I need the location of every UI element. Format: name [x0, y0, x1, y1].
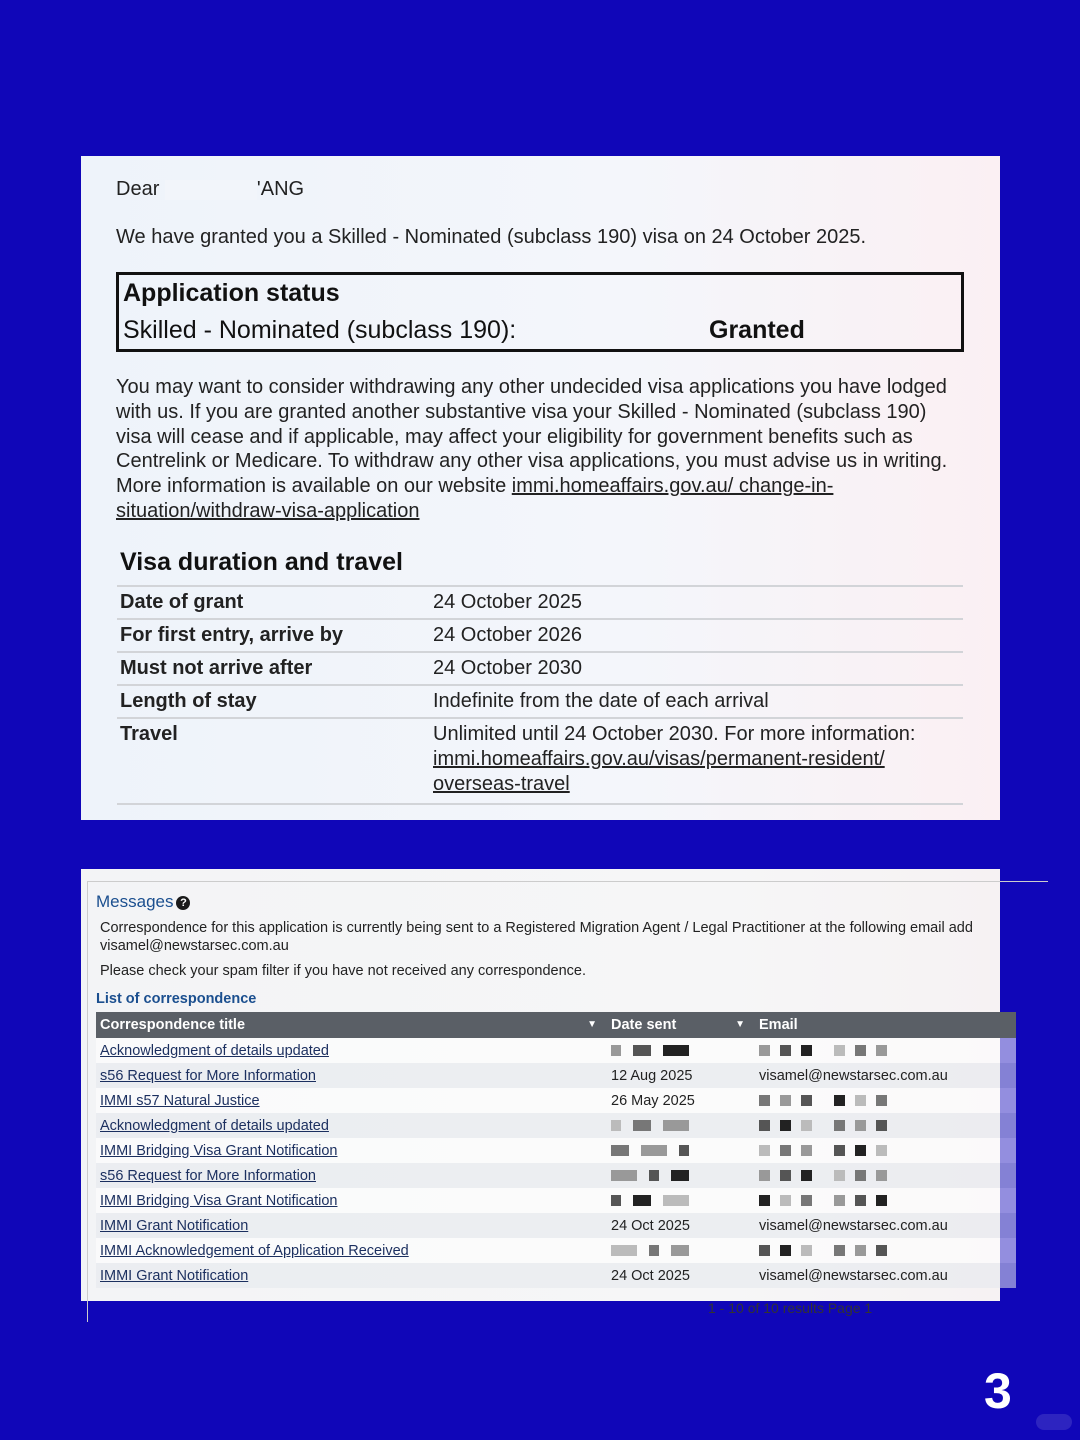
email-cell	[755, 1038, 1016, 1063]
correspondence-title-cell	[96, 1088, 607, 1113]
status-visa: Skilled - Nominated (subclass 190):	[123, 316, 517, 344]
table-row	[96, 1113, 1016, 1138]
duration-row	[117, 685, 963, 718]
duration-value: Unlimited until 24 October 2030. For more information: immi.homeaffairs.gov.au/visas/permanent-resident/ overseas-travel	[430, 718, 963, 804]
redacted-block	[641, 1145, 667, 1156]
duration-value: 24 October 2026	[430, 619, 963, 652]
messages-title: Messages ?	[96, 892, 190, 912]
redacted-block	[876, 1195, 887, 1206]
redacted-block	[834, 1045, 845, 1056]
correspondence-title-cell	[96, 1113, 607, 1138]
date-cell: 24 Oct 2025	[607, 1263, 755, 1288]
correspondence-link[interactable]: IMMI Bridging Visa Grant Notification	[100, 1192, 338, 1209]
correspondence-title-cell	[96, 1263, 607, 1288]
correspondence-title-cell	[96, 1238, 607, 1263]
redacted-block	[801, 1045, 812, 1056]
email-cell: visamel@newstarsec.com.au	[755, 1213, 1016, 1238]
correspondence-title-cell	[96, 1188, 607, 1213]
correspondence-title-cell	[96, 1063, 607, 1088]
correspondence-link[interactable]: s56 Request for More Information	[100, 1167, 316, 1184]
redacted-block	[759, 1170, 770, 1181]
table-row	[96, 1038, 1016, 1063]
redacted-block	[759, 1245, 770, 1256]
date-cell: 12 Aug 2025	[607, 1063, 755, 1088]
redacted-block	[834, 1095, 845, 1106]
correspondence-link[interactable]: IMMI Acknowledgement of Application Received	[100, 1242, 409, 1259]
redacted-block	[834, 1120, 845, 1131]
correspondence-link[interactable]: IMMI Bridging Visa Grant Notification	[100, 1142, 338, 1159]
redacted-block	[671, 1245, 689, 1256]
redacted-block	[834, 1145, 845, 1156]
salutation: Dear 'ANG	[116, 178, 305, 200]
redacted-block	[633, 1045, 651, 1056]
redacted-block	[876, 1245, 887, 1256]
duration-row	[117, 586, 963, 619]
redacted-block	[780, 1120, 791, 1131]
grant-letter	[81, 156, 1000, 820]
correspondence-link[interactable]: s56 Request for More Information	[100, 1067, 316, 1084]
duration-row	[117, 718, 963, 804]
redacted-block	[611, 1120, 621, 1131]
redacted-block	[801, 1145, 812, 1156]
correspondence-link[interactable]: IMMI Grant Notification	[100, 1267, 249, 1284]
email-cell	[755, 1188, 1016, 1213]
redacted-name	[165, 180, 257, 200]
correspondence-link[interactable]: IMMI Grant Notification	[100, 1217, 249, 1234]
sort-down-icon[interactable]: ▼	[587, 1019, 597, 1030]
correspondence-notice: Correspondence for this application is currently being sent to a Registered Migration Agent / Legal Practitioner at the following email add	[100, 920, 973, 936]
column-date[interactable]: Date sent ▼	[607, 1012, 755, 1038]
pagination: 1 - 10 of 10 results Page 1	[708, 1300, 873, 1316]
table-row	[96, 1263, 1016, 1288]
correspondence-link[interactable]: IMMI s57 Natural Justice	[100, 1092, 260, 1109]
withdraw-link[interactable]: immi.homeaffairs.gov.au/ change-in-situation/withdraw-visa-application	[116, 475, 834, 522]
date-cell: 26 May 2025	[607, 1088, 755, 1113]
email-cell	[755, 1088, 1016, 1113]
redacted-block	[834, 1170, 845, 1181]
redacted-block	[876, 1095, 887, 1106]
redacted-block	[663, 1195, 689, 1206]
email-cell: visamel@newstarsec.com.au	[755, 1263, 1016, 1288]
duration-value: 24 October 2030	[430, 652, 963, 685]
list-title: List of correspondence	[96, 991, 257, 1007]
redacted-block	[855, 1170, 866, 1181]
date-cell	[607, 1113, 755, 1138]
duration-title: Visa duration and travel	[120, 548, 403, 576]
date-cell: 24 Oct 2025	[607, 1213, 755, 1238]
redacted-block	[759, 1095, 770, 1106]
table-row	[96, 1213, 1016, 1238]
status-title: Application status	[123, 279, 340, 307]
messages-panel	[81, 869, 1000, 1316]
spam-notice: Please check your spam filter if you have not received any correspondence.	[100, 963, 587, 979]
duration-label: Date of grant	[117, 586, 430, 619]
redacted-block	[834, 1245, 845, 1256]
redacted-block	[801, 1170, 812, 1181]
grant-sentence: We have granted you a Skilled - Nominated (subclass 190) visa on 24 October 2025.	[116, 226, 867, 248]
date-cell	[607, 1138, 755, 1163]
redacted-block	[855, 1095, 866, 1106]
email-cell	[755, 1113, 1016, 1138]
date-cell	[607, 1238, 755, 1263]
redacted-block	[663, 1045, 689, 1056]
redacted-block	[759, 1195, 770, 1206]
correspondence-title-cell	[96, 1213, 607, 1238]
question-circle-icon[interactable]: ?	[176, 896, 190, 910]
redacted-block	[834, 1195, 845, 1206]
duration-row	[117, 652, 963, 685]
redacted-block	[876, 1120, 887, 1131]
redacted-block	[876, 1145, 887, 1156]
redacted-block	[801, 1095, 812, 1106]
redacted-block	[759, 1145, 770, 1156]
redacted-block	[801, 1245, 812, 1256]
redacted-block	[876, 1045, 887, 1056]
redacted-block	[780, 1195, 791, 1206]
duration-table	[117, 585, 963, 805]
page-number: 3	[984, 1363, 1012, 1419]
watermark-logo	[1036, 1414, 1072, 1430]
travel-info-link[interactable]: immi.homeaffairs.gov.au/visas/permanent-resident/ overseas-travel	[433, 748, 885, 795]
duration-label: For first entry, arrive by	[117, 619, 430, 652]
redacted-block	[855, 1245, 866, 1256]
date-cell	[607, 1163, 755, 1188]
duration-label: Travel	[117, 718, 430, 804]
table-row	[96, 1138, 1016, 1163]
redacted-block	[801, 1120, 812, 1131]
table-row	[96, 1163, 1016, 1188]
column-title[interactable]: Correspondence title ▼	[96, 1012, 607, 1038]
redacted-block	[759, 1045, 770, 1056]
redacted-block	[855, 1145, 866, 1156]
table-row	[96, 1188, 1016, 1213]
redacted-block	[611, 1195, 621, 1206]
redacted-block	[679, 1145, 689, 1156]
correspondence-link[interactable]: Acknowledgment of details updated	[100, 1042, 329, 1059]
duration-value: Indefinite from the date of each arrival	[430, 685, 963, 718]
duration-label: Must not arrive after	[117, 652, 430, 685]
duration-value: 24 October 2025	[430, 586, 963, 619]
agent-email: visamel@newstarsec.com.au	[100, 938, 289, 954]
correspondence-title-cell	[96, 1163, 607, 1188]
email-cell	[755, 1138, 1016, 1163]
redacted-block	[780, 1245, 791, 1256]
redacted-block	[611, 1245, 637, 1256]
redacted-block	[649, 1245, 659, 1256]
redacted-block	[671, 1170, 689, 1181]
redacted-block	[855, 1120, 866, 1131]
table-row	[96, 1238, 1016, 1263]
application-status-box	[116, 272, 964, 352]
redacted-block	[780, 1145, 791, 1156]
duration-row	[117, 619, 963, 652]
redacted-block	[780, 1095, 791, 1106]
redacted-block	[855, 1195, 866, 1206]
redacted-block	[633, 1195, 651, 1206]
redacted-block	[649, 1170, 659, 1181]
redacted-block	[611, 1170, 637, 1181]
sort-down-icon[interactable]: ▼	[735, 1019, 745, 1030]
advice-paragraph: You may want to consider withdrawing any other undecided visa applications you have lodged with us. If you are granted another substantive visa your Skilled - Nominated (subclass 190) visa will cease and if applicable, may affect your eligibility for government benefits such as Centrelink or Medicare. To withdraw any other visa applications, you must advise us in writing. More information is available on our website immi.homeaffairs.gov.au/ change-in-situation/withdraw-visa-application	[116, 376, 948, 522]
redacted-block	[759, 1120, 770, 1131]
status-value: Granted	[709, 316, 805, 344]
correspondence-title-cell	[96, 1038, 607, 1063]
email-cell	[755, 1163, 1016, 1188]
redacted-block	[611, 1045, 621, 1056]
redacted-block	[780, 1170, 791, 1181]
email-cell: visamel@newstarsec.com.au	[755, 1063, 1016, 1088]
email-cell	[755, 1238, 1016, 1263]
redacted-block	[633, 1120, 651, 1131]
redacted-block	[801, 1195, 812, 1206]
date-cell	[607, 1188, 755, 1213]
redacted-block	[876, 1170, 887, 1181]
correspondence-table	[96, 1012, 1016, 1288]
redacted-block	[855, 1045, 866, 1056]
redacted-block	[780, 1045, 791, 1056]
table-row	[96, 1063, 1016, 1088]
redacted-block	[663, 1120, 689, 1131]
table-row	[96, 1088, 1016, 1113]
duration-label: Length of stay	[117, 685, 430, 718]
correspondence-title-cell	[96, 1138, 607, 1163]
column-email[interactable]: Email	[755, 1012, 1016, 1038]
correspondence-link[interactable]: Acknowledgment of details updated	[100, 1117, 329, 1134]
redacted-block	[611, 1145, 629, 1156]
date-cell	[607, 1038, 755, 1063]
